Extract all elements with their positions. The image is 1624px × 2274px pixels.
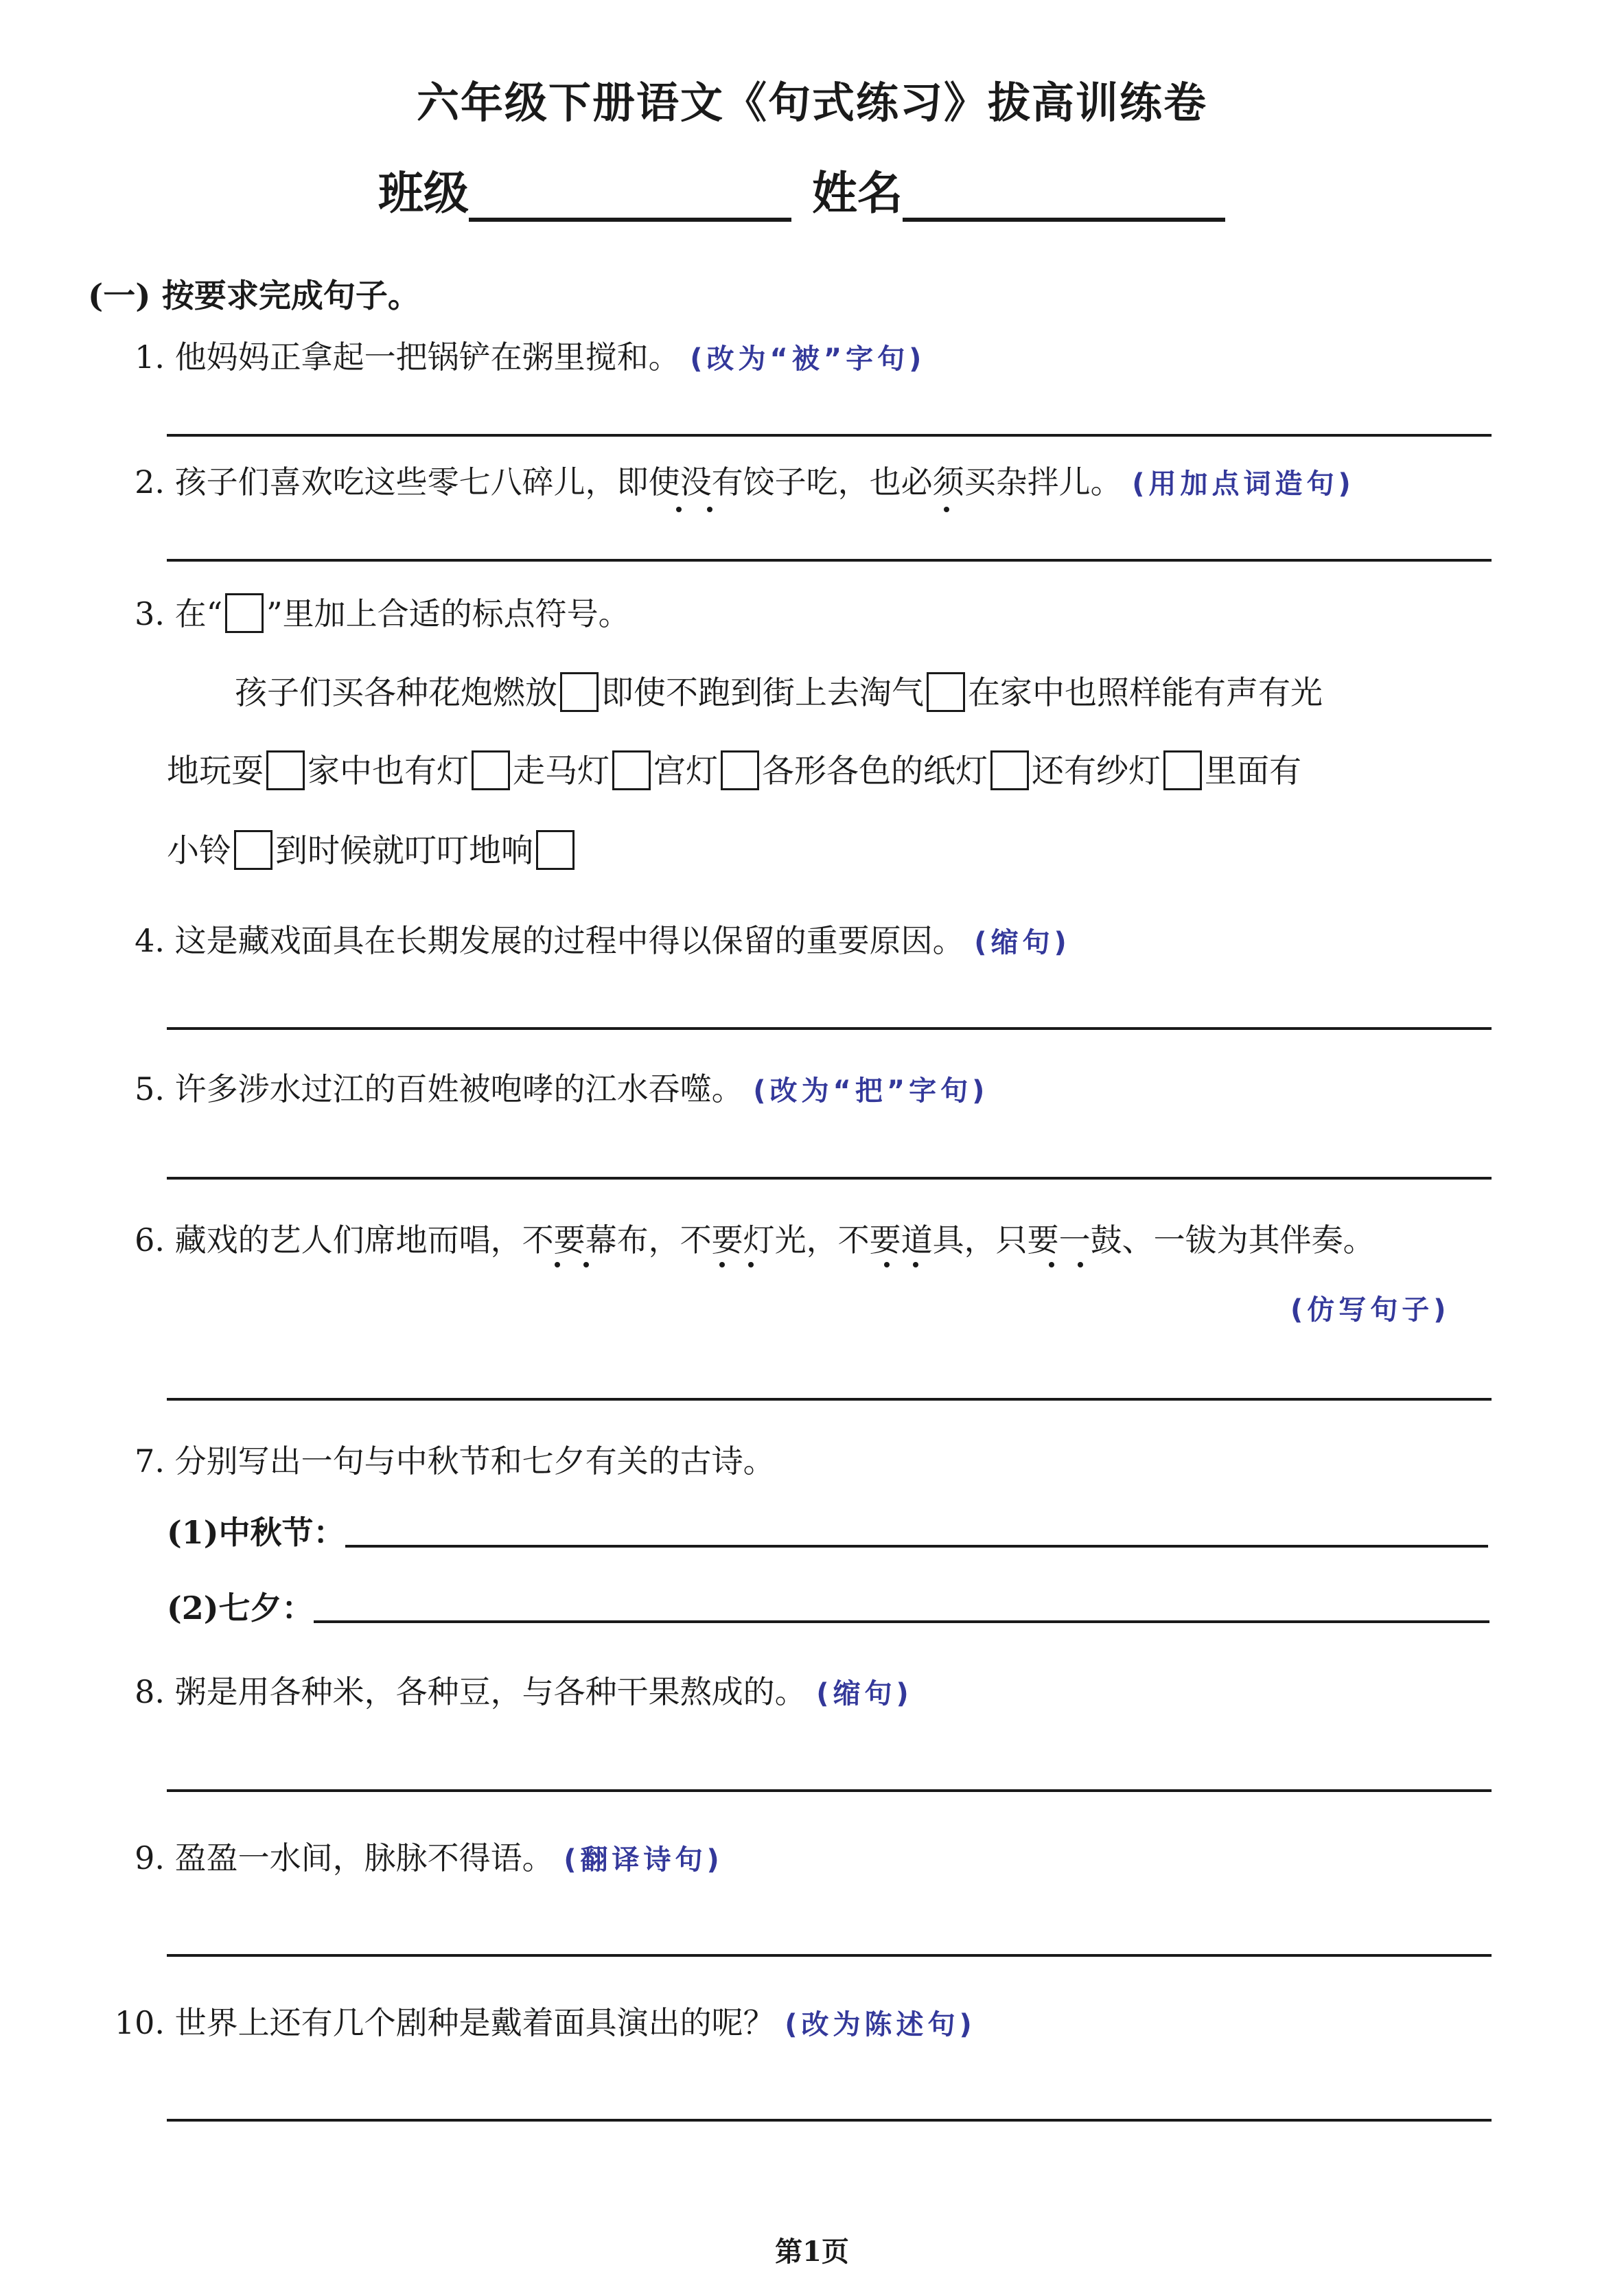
question-hint: (改为“把”字句) — [753, 1075, 989, 1107]
paragraph-text: 孩子们买各种花炮燃放 — [235, 674, 557, 712]
question-4 — [124, 916, 1071, 961]
emphasis-dot — [944, 507, 949, 512]
q3-paragraph-line-2 — [167, 746, 1301, 792]
question-2 — [124, 457, 1355, 503]
question-number: 4. — [135, 922, 165, 959]
answer-line-4[interactable] — [167, 1027, 1492, 1030]
question-9 — [124, 1833, 723, 1879]
punctuation-box[interactable] — [1163, 750, 1202, 790]
punctuation-box[interactable] — [536, 830, 575, 870]
question-6 — [124, 1215, 1375, 1261]
question-7-sub-2 — [167, 1583, 1489, 1629]
paragraph-text: 走马灯 — [513, 753, 610, 790]
question-text: 孩子们喜欢吃这些零七八碎儿，即使没有饺子吃，也必须买杂拌儿。 — [174, 463, 1122, 501]
answer-line-7-1[interactable] — [345, 1517, 1488, 1548]
punctuation-box[interactable] — [721, 750, 759, 790]
emphasis-dot — [719, 1262, 725, 1267]
sub-question-label: (1)中秋节： — [167, 1514, 345, 1551]
question-hint: (改为陈述句) — [785, 2009, 976, 2041]
punctuation-box[interactable] — [472, 750, 510, 790]
question-number: 1. — [135, 338, 165, 376]
q3-paragraph-line-3 — [167, 825, 577, 871]
page-title: 六年级下册语文《句式练习》拔高训练卷 — [416, 78, 1207, 128]
question-text: 这是藏戏面具在长期发展的过程中得以保留的重要原因。 — [174, 922, 964, 959]
question-text: 盈盈一水间，脉脉不得语。 — [174, 1839, 554, 1876]
emphasis-dot — [555, 1262, 560, 1267]
question-hint: (仿写句子) — [1290, 1294, 1450, 1326]
question-7 — [124, 1436, 775, 1482]
emphasis-dot — [676, 507, 682, 512]
emphasis-dot — [1078, 1262, 1083, 1267]
punctuation-box-sample — [225, 593, 264, 633]
question-text: 在“ — [174, 595, 223, 632]
class-field[interactable] — [469, 170, 791, 222]
question-text: ”里加上合适的标点符号。 — [266, 595, 630, 632]
emphasis-dot — [583, 1262, 589, 1267]
section-title: (一) 按要求完成句子。 — [88, 277, 420, 315]
answer-line-7-2[interactable] — [314, 1593, 1489, 1623]
question-8 — [124, 1667, 913, 1712]
answer-line-5[interactable] — [167, 1177, 1492, 1180]
emphasis-dot — [707, 507, 712, 512]
question-number: 9. — [135, 1839, 165, 1876]
answer-line-10[interactable] — [167, 2119, 1492, 2122]
question-7-sub-1 — [167, 1508, 1488, 1553]
punctuation-box[interactable] — [234, 830, 272, 870]
punctuation-box[interactable] — [612, 750, 651, 790]
question-hint: (翻译诗句) — [564, 1844, 723, 1876]
sub-question-label: (2)七夕： — [167, 1589, 314, 1627]
question-10 — [110, 1998, 976, 2043]
punctuation-box[interactable] — [927, 672, 965, 712]
paragraph-text: 宫灯 — [653, 753, 718, 790]
question-hint: (缩句) — [816, 1678, 913, 1710]
question-text: 分别写出一句与中秋节和七夕有关的古诗。 — [174, 1443, 775, 1480]
class-label: 班级 — [378, 166, 469, 220]
question-number: 5. — [135, 1070, 165, 1107]
q3-paragraph-line-1 — [235, 667, 1323, 713]
question-hint: (改为“被”字句) — [690, 343, 926, 375]
paragraph-text: 在家中也照样能有声有光 — [968, 674, 1323, 712]
question-1 — [124, 332, 925, 378]
emphasis-dot — [1049, 1262, 1054, 1267]
answer-line-9[interactable] — [167, 1954, 1492, 1957]
answer-line-8[interactable] — [167, 1789, 1492, 1792]
question-number: 7. — [135, 1443, 165, 1480]
question-text: 藏戏的艺人们席地而唱，不要幕布，不要灯光，不要道具，只要一鼓、一钹为其伴奏。 — [174, 1221, 1375, 1259]
question-number: 3. — [135, 595, 165, 632]
paragraph-text: 到时候就叮叮地响 — [275, 832, 533, 870]
answer-line-2[interactable] — [167, 559, 1492, 562]
paragraph-text: 还有纱灯 — [1032, 753, 1161, 790]
question-number: 8. — [135, 1673, 165, 1710]
emphasis-dot — [748, 1262, 754, 1267]
answer-line-6[interactable] — [167, 1398, 1492, 1401]
answer-line-1[interactable] — [167, 434, 1492, 437]
question-number: 2. — [135, 463, 165, 501]
question-number: 10. — [114, 2004, 165, 2041]
paragraph-text: 家中也有灯 — [308, 753, 469, 790]
punctuation-box[interactable] — [990, 750, 1029, 790]
question-text: 粥是用各种米，各种豆，与各种干果熬成的。 — [174, 1673, 807, 1710]
page-number: 第1页 — [775, 2236, 849, 2268]
question-5 — [124, 1064, 988, 1110]
question-3 — [124, 589, 630, 634]
question-hint: (用加点词造句) — [1132, 468, 1355, 500]
paragraph-text: 即使不跑到街上去淘气 — [601, 674, 924, 712]
student-info-row — [0, 157, 1624, 222]
name-label: 姓名 — [812, 166, 903, 220]
emphasis-dot — [913, 1262, 918, 1267]
paragraph-text: 各形各色的纸灯 — [762, 753, 988, 790]
question-text: 世界上还有几个剧种是戴着面具演出的呢？ — [174, 2004, 775, 2041]
paragraph-text: 小铃 — [167, 832, 231, 870]
question-hint: (缩句) — [974, 927, 1071, 958]
paragraph-text: 地玩耍 — [167, 753, 264, 790]
punctuation-box[interactable] — [560, 672, 599, 712]
name-field[interactable] — [903, 170, 1225, 222]
question-6-hint-row — [1290, 1288, 1450, 1327]
question-number: 6. — [135, 1221, 165, 1259]
emphasis-dot — [884, 1262, 890, 1267]
question-text: 许多涉水过江的百姓被咆哮的江水吞噬。 — [174, 1070, 743, 1107]
paragraph-text: 里面有 — [1205, 753, 1301, 790]
punctuation-box[interactable] — [266, 750, 305, 790]
question-text: 他妈妈正拿起一把锅铲在粥里搅和。 — [174, 338, 680, 376]
